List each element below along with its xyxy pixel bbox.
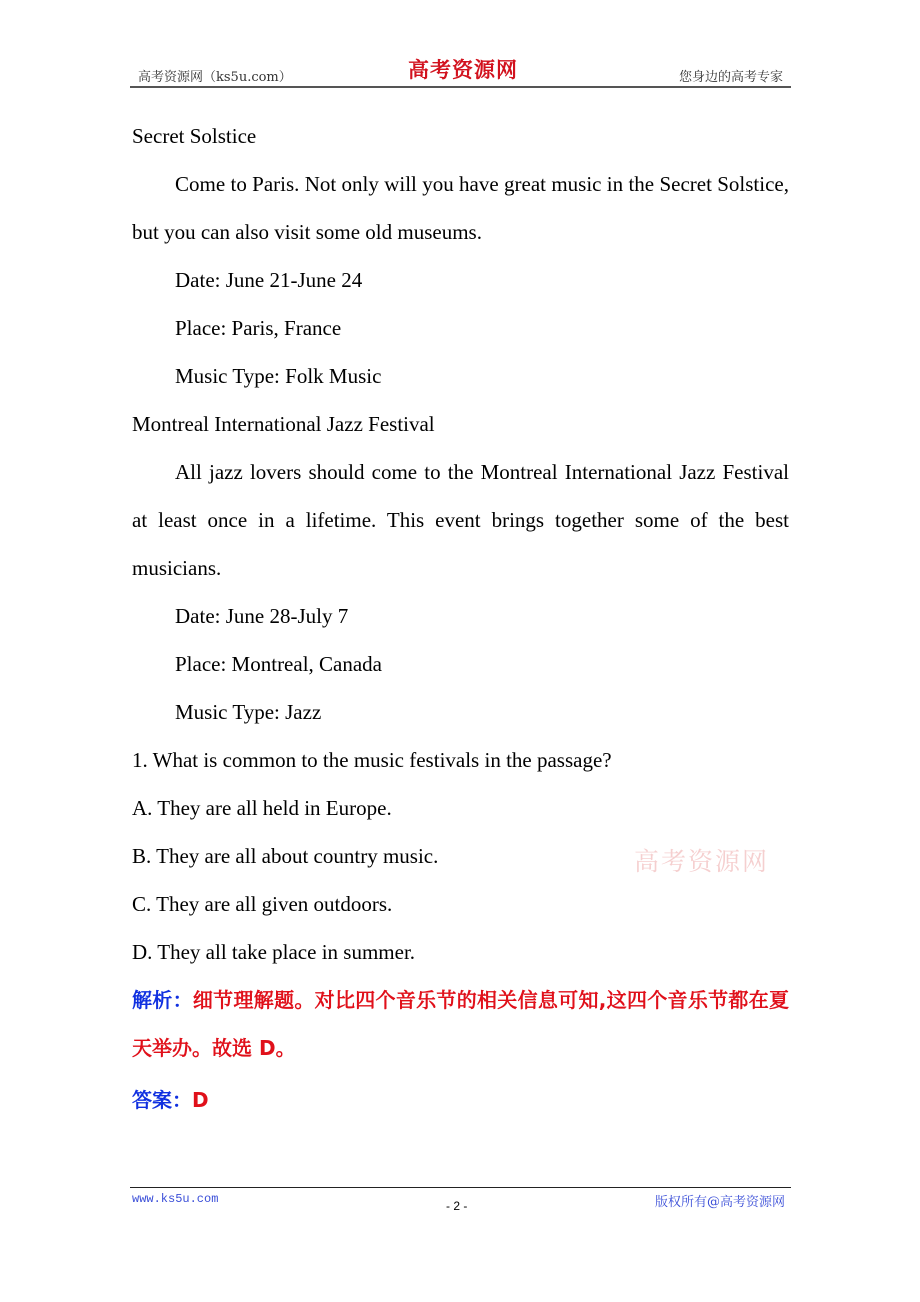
footer-copyright: 版权所有@高考资源网 [654, 1195, 785, 1210]
section-place: Place: Montreal, Canada [175, 652, 383, 676]
option-b: B. They are all about country music. [132, 844, 439, 868]
question-stem: 1. What is common to the music festivals in the passage? [132, 748, 612, 772]
document-body [132, 112, 789, 1124]
analysis-label: 解析： [132, 988, 193, 1012]
answer-value: D [192, 1088, 209, 1112]
section-title: Secret Solstice [132, 124, 257, 148]
answer [132, 1076, 789, 1124]
analysis-text: 细节理解题。对比四个音乐节的相关信息可知,这四个音乐节都在夏天举办。故选 D。 [132, 988, 789, 1060]
header-left: 高考资源网（ks5u.com） [138, 70, 292, 85]
answer-label: 答案： [132, 1088, 192, 1112]
page-number: - 2 - [446, 1199, 468, 1213]
header-right: 您身边的高考专家 [678, 70, 783, 85]
page-footer [130, 1187, 791, 1213]
section-date: Date: June 21-June 24 [175, 268, 363, 292]
section-title: Montreal International Jazz Festival [132, 412, 435, 436]
section-date: Date: June 28-July 7 [175, 604, 349, 628]
header-logo: 高考资源网 [408, 57, 518, 82]
watermark: 高考资源网 [634, 847, 770, 876]
footer-link[interactable]: www.ks5u.com [132, 1192, 219, 1206]
option-a: A. They are all held in Europe. [132, 796, 392, 820]
section-music-type: Music Type: Folk Music [175, 364, 382, 388]
section-place: Place: Paris, France [175, 316, 342, 340]
section-description: All jazz lovers should come to the Montreal International Jazz Festival at least once in a lifetime. This event brings together some of the best musicians. [132, 460, 789, 580]
page-header [130, 57, 791, 88]
section-music-type: Music Type: Jazz [175, 700, 322, 724]
option-d: D. They all take place in summer. [132, 940, 416, 964]
analysis [132, 976, 789, 1072]
section-description: Come to Paris. Not only will you have great music in the Secret Solstice, but you can also visit some old museums. [132, 172, 789, 244]
option-c: C. They are all given outdoors. [132, 892, 393, 916]
